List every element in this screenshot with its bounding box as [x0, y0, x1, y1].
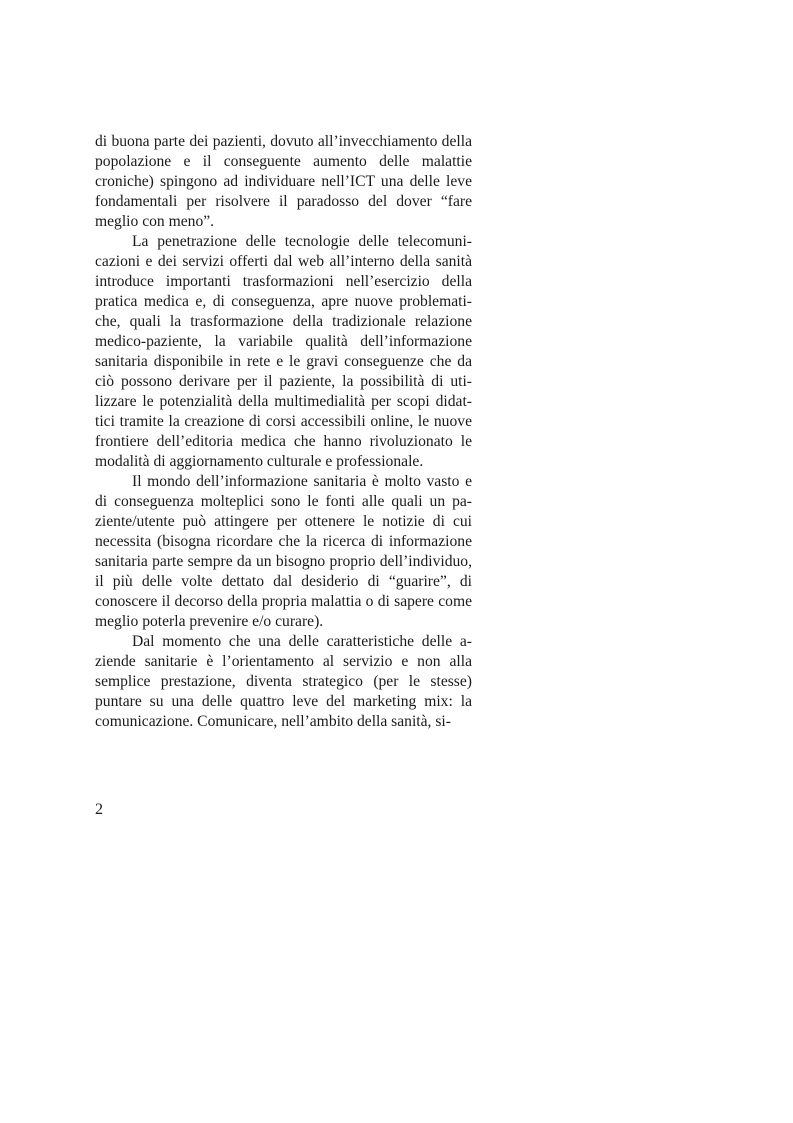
paragraph-3: Il mondo dell’informazione sanitaria è molto vasto e di conseguenza molteplici sono le fonti alle quali un paziente/utente può attingere per ottenere le notizie di cui necessita (bisogna ricordare che la ricerca di informazione sanitaria parte sempre da un bisogno proprio dell’individuo, il più delle volte dettato dal desiderio di “guarire”, di conoscere il decorso della propria malattia o di sapere come meglio poterla prevenire e/o curare). — [95, 473, 472, 630]
page-number: 2 — [95, 801, 103, 818]
paragraph-1: di buona parte dei pazienti, dovuto all’invecchiamento della popolazione e il conseguente aumento delle malattie croniche) spingono ad individuare nell’ICT una delle leve fondamentali per risolvere il paradosso del dover “fare meglio con meno”. — [95, 133, 472, 230]
paragraph-2: La penetrazione delle tecnologie delle telecomunicazioni e dei servizi offerti dal web all’interno della sanità introduce importanti trasformazioni nell’esercizio della pratica medica e, di conseguenza, apre nuove problematiche, quali la trasformazione della tradizionale relazione medico-paziente, la variabile qualità dell’informazione sanitaria disponibile in rete e le gravi conseguenze che da ciò possono derivare per il paziente, la possibilità di utilizzare le potenzialità della multimedialità per scopi didattici tramite la creazione di corsi accessibili online, le nuove frontiere dell’editoria medica che hanno rivoluzionato le modalità di aggiornamento culturale e professionale. — [95, 233, 472, 470]
paragraph-4: Dal momento che una delle caratteristiche delle aziende sanitarie è l’orientamento al servizio e non alla semplice prestazione, diventa strategico (per le stesse) puntare su una delle quattro leve del marketing mix: la comunicazione. Comunicare, nell’ambito della sanità, si- — [95, 633, 472, 730]
body-text — [95, 132, 472, 732]
